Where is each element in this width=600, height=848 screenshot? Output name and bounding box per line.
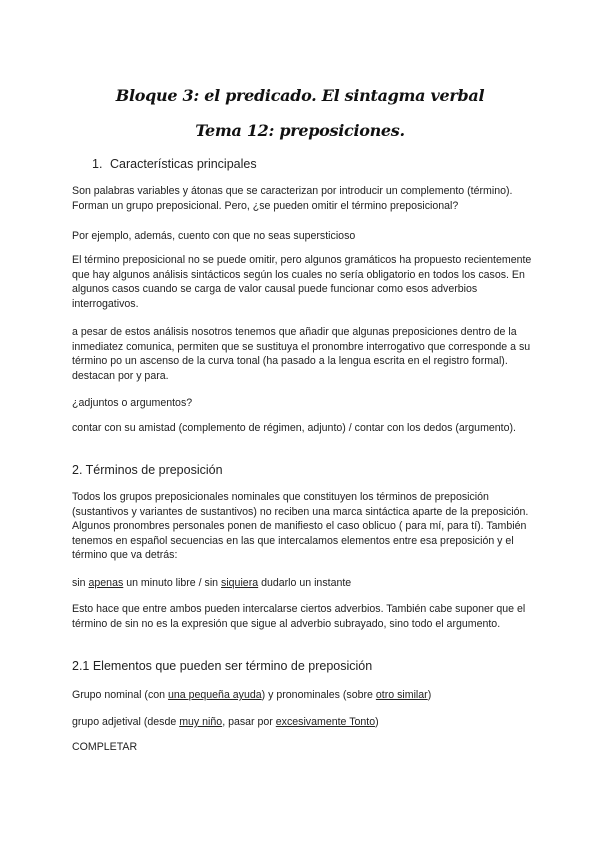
example-text: dudarlo un instante <box>258 577 352 589</box>
example-line-1 <box>72 576 351 591</box>
underlined-term: otro similar <box>375 689 428 701</box>
example-text: grupo adjetival (desde <box>72 716 180 728</box>
paragraph-1: Son palabras variables y átonas que se caracterizan por introducir un complemento (término). Forman un grupo preposicional. Pero, ¿se pueden omitir el término preposicional? <box>72 185 513 212</box>
example-text: un minuto libre / sin <box>123 577 222 589</box>
underlined-term: excesivamente Tonto <box>275 716 376 728</box>
paragraph-8: Esto hace que entre ambos pueden intercalarse ciertos adverbios. También cabe suponer que el término de sin no es la expresión que sigue al adverbio subrayado, sino todo el argumento. <box>72 603 526 630</box>
example-text: ) <box>375 716 379 728</box>
section-2-1-heading: 2.1 Elementos que pueden ser término de preposición <box>72 659 373 673</box>
section-2-heading: 2. Términos de preposición <box>72 463 223 477</box>
underlined-term: siquiera <box>221 577 259 589</box>
example-text: Grupo nominal (con <box>72 689 168 701</box>
example-text: ) y pronominales (sobre <box>261 689 376 701</box>
paragraph-3: El término preposicional no se puede omitir, pero algunos gramáticos ha propuesto recientemente que hay algunos análisis sintácticos según los cuales no sería obligatorio en todos los casos. En algunos casos cuando se carga de valor causal puede funcionar como esos adverbios interrogativos. <box>72 254 532 310</box>
paragraph-6: contar con su amistad (complemento de régimen, adjunto) / contar con los dedos (argumento). <box>72 422 516 434</box>
paragraph-4: a pesar de estos análisis nosotros tenemos que añadir que algunas preposiciones dentro de la inmediatez comunica, permiten que se sustituya el pronombre interrogativo que corresponde a su término po un ascenso de la curva tonal (ha pasado a la lengua escrita en el registro formal). destacan por y para. <box>72 326 531 382</box>
underlined-term: muy niño <box>179 716 223 728</box>
paragraph-2: Por ejemplo, además, cuento con que no seas supersticioso <box>72 230 356 242</box>
example-text: sin <box>72 577 89 589</box>
section-1-heading: Características principales <box>110 157 257 171</box>
underlined-term: una pequeña ayuda <box>167 689 262 701</box>
example-line-3 <box>72 715 379 730</box>
closing-note: COMPLETAR <box>72 741 138 753</box>
example-text: ) <box>427 689 432 701</box>
section-1-number: 1. <box>92 157 103 171</box>
paragraph-7: Todos los grupos preposicionales nominales que constituyen los términos de preposición (sustantivos y variantes de sustantivos) no reciben una marca sintáctica aparte de la preposición. Algunos pronombres personales ponen de manifiesto el caso oblicuo ( para mí, para tí). También tenemos en español secuencias en las que intercalamos elementos entre esa preposición y el término que va detrás: <box>72 491 529 562</box>
document-subtitle: Tema 12: preposiciones. <box>195 121 405 140</box>
paragraph-5: ¿adjuntos o argumentos? <box>72 397 193 409</box>
document-title: Bloque 3: el predicado. El sintagma verbal <box>115 86 485 105</box>
underlined-term: apenas <box>88 577 124 589</box>
example-text: , pasar por <box>222 716 276 728</box>
example-line-2 <box>72 688 431 703</box>
